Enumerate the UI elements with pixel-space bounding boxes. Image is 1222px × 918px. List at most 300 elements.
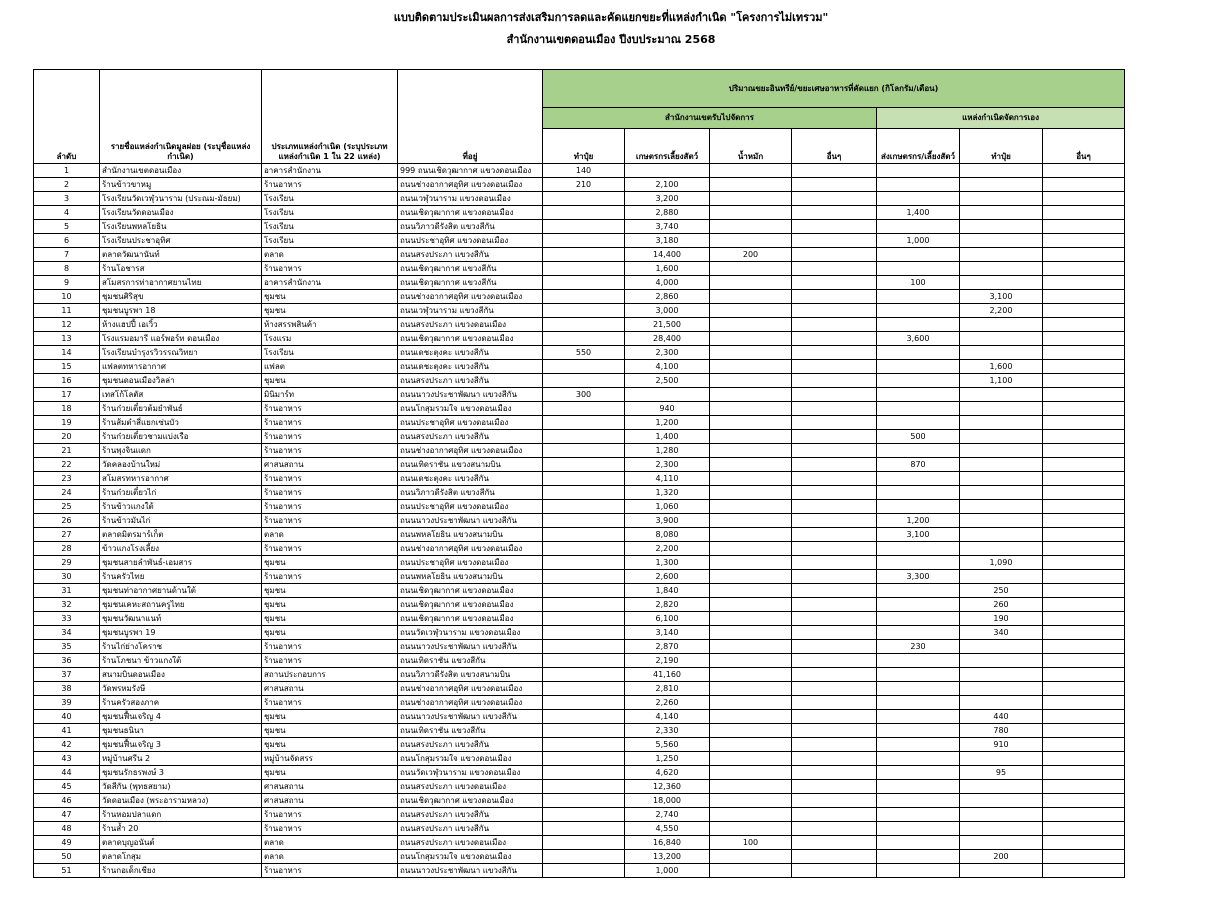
cell-s-compost xyxy=(960,416,1043,430)
cell-d-water xyxy=(710,164,792,178)
cell-d-farmer: 1,400 xyxy=(625,430,710,444)
cell-d-other xyxy=(792,234,877,248)
cell-s-compost xyxy=(960,332,1043,346)
cell-d-other xyxy=(792,724,877,738)
cell-no: 43 xyxy=(34,752,100,766)
cell-type: ตลาด xyxy=(262,850,398,864)
cell-s-compost xyxy=(960,178,1043,192)
cell-type: โรงเรียน xyxy=(262,192,398,206)
cell-name: ร้านกอเด็กเชียง xyxy=(100,864,262,878)
cell-type: ร้านอาหาร xyxy=(262,472,398,486)
cell-no: 5 xyxy=(34,220,100,234)
cell-s-compost xyxy=(960,248,1043,262)
cell-d-farmer: 21,500 xyxy=(625,318,710,332)
cell-no: 40 xyxy=(34,710,100,724)
cell-d-compost xyxy=(543,836,625,850)
cell-s-farmer xyxy=(877,416,960,430)
table-row xyxy=(34,794,1125,808)
cell-d-other xyxy=(792,458,877,472)
cell-d-water xyxy=(710,430,792,444)
cell-type: ศาสนสถาน xyxy=(262,780,398,794)
cell-d-water xyxy=(710,766,792,780)
cell-s-other xyxy=(1043,346,1125,360)
cell-no: 51 xyxy=(34,864,100,878)
cell-no: 32 xyxy=(34,598,100,612)
cell-d-farmer: 4,140 xyxy=(625,710,710,724)
cell-no: 37 xyxy=(34,668,100,682)
cell-d-other xyxy=(792,318,877,332)
cell-s-farmer xyxy=(877,374,960,388)
cell-s-farmer xyxy=(877,360,960,374)
table-row xyxy=(34,276,1125,290)
cell-s-other xyxy=(1043,486,1125,500)
cell-d-water xyxy=(710,360,792,374)
cell-type: มินิมาร์ท xyxy=(262,388,398,402)
cell-name: ร้านก๋วยเตี๋ยวต้มยำพันธ์ xyxy=(100,402,262,416)
cell-d-compost xyxy=(543,220,625,234)
table-row xyxy=(34,822,1125,836)
cell-type: ชุมชน xyxy=(262,724,398,738)
cell-d-water xyxy=(710,738,792,752)
cell-d-compost xyxy=(543,304,625,318)
cell-d-farmer: 3,200 xyxy=(625,192,710,206)
cell-type: ร้านอาหาร xyxy=(262,416,398,430)
table-row xyxy=(34,570,1125,584)
cell-d-compost xyxy=(543,416,625,430)
header-district-group: สำนักงานเขตรับไปจัดการ xyxy=(543,108,877,129)
cell-s-other xyxy=(1043,248,1125,262)
cell-d-compost xyxy=(543,486,625,500)
cell-type: ชุมชน xyxy=(262,290,398,304)
cell-s-other xyxy=(1043,178,1125,192)
cell-s-other xyxy=(1043,500,1125,514)
cell-address: ถนนเดชะตุงคะ แขวงสีกัน xyxy=(398,472,543,486)
cell-s-compost xyxy=(960,276,1043,290)
cell-no: 49 xyxy=(34,836,100,850)
cell-no: 7 xyxy=(34,248,100,262)
cell-address: ถนนวิภาวดีรังสิต แขวงสีกัน xyxy=(398,220,543,234)
cell-no: 2 xyxy=(34,178,100,192)
cell-no: 36 xyxy=(34,654,100,668)
cell-d-farmer: 3,140 xyxy=(625,626,710,640)
cell-address: ถนนนาวงประชาพัฒนา แขวงสีกัน xyxy=(398,864,543,878)
cell-type: ชุมชน xyxy=(262,598,398,612)
cell-d-other xyxy=(792,486,877,500)
cell-no: 11 xyxy=(34,304,100,318)
cell-no: 24 xyxy=(34,486,100,500)
cell-s-compost xyxy=(960,500,1043,514)
table-row xyxy=(34,262,1125,276)
cell-s-compost xyxy=(960,430,1043,444)
table-row xyxy=(34,206,1125,220)
cell-s-compost xyxy=(960,402,1043,416)
table-row xyxy=(34,640,1125,654)
cell-no: 34 xyxy=(34,626,100,640)
cell-s-other xyxy=(1043,640,1125,654)
table-row xyxy=(34,864,1125,878)
cell-s-farmer xyxy=(877,248,960,262)
cell-s-compost xyxy=(960,472,1043,486)
cell-d-compost: 300 xyxy=(543,388,625,402)
cell-s-other xyxy=(1043,360,1125,374)
cell-address: ถนนเชิดวุฒากาศ แขวงดอนเมือง xyxy=(398,206,543,220)
cell-s-compost: 1,600 xyxy=(960,360,1043,374)
cell-address: ถนนวัดเวฬุวนาราม แขวงดอนเมือง xyxy=(398,766,543,780)
cell-d-water: 100 xyxy=(710,836,792,850)
cell-type: โรงเรียน xyxy=(262,234,398,248)
cell-d-other xyxy=(792,766,877,780)
cell-s-other xyxy=(1043,444,1125,458)
cell-name: ชุมชนดอนเมืองวิลล่า xyxy=(100,374,262,388)
cell-d-compost: 140 xyxy=(543,164,625,178)
cell-type: ร้านอาหาร xyxy=(262,430,398,444)
cell-d-water xyxy=(710,178,792,192)
cell-s-other xyxy=(1043,724,1125,738)
cell-name: โรงแรมอมารี แอร์พอร์ท ดอนเมือง xyxy=(100,332,262,346)
cell-name: ตลาดวัฒนานันท์ xyxy=(100,248,262,262)
cell-type: ชุมชน xyxy=(262,710,398,724)
cell-s-compost xyxy=(960,206,1043,220)
cell-s-farmer: 870 xyxy=(877,458,960,472)
cell-name: ตลาดมิตรมาร์เก็ต xyxy=(100,528,262,542)
cell-name: ห้างแฮปปี้ เอเวิ้ว xyxy=(100,318,262,332)
cell-s-compost xyxy=(960,654,1043,668)
cell-s-other xyxy=(1043,710,1125,724)
cell-s-other xyxy=(1043,192,1125,206)
cell-name: วัดคลองบ้านใหม่ xyxy=(100,458,262,472)
cell-type: ร้านอาหาร xyxy=(262,696,398,710)
cell-s-compost: 340 xyxy=(960,626,1043,640)
cell-no: 29 xyxy=(34,556,100,570)
cell-address: ถนนเชิดวุฒากาศ แขวงดอนเมือง xyxy=(398,612,543,626)
cell-d-compost xyxy=(543,724,625,738)
cell-s-other xyxy=(1043,234,1125,248)
cell-s-other xyxy=(1043,598,1125,612)
cell-s-other xyxy=(1043,220,1125,234)
cell-d-water xyxy=(710,276,792,290)
table-row xyxy=(34,416,1125,430)
cell-d-farmer: 14,400 xyxy=(625,248,710,262)
cell-type: หมู่บ้านจัดสรร xyxy=(262,752,398,766)
cell-d-farmer: 2,820 xyxy=(625,598,710,612)
cell-d-farmer: 2,880 xyxy=(625,206,710,220)
cell-d-other xyxy=(792,808,877,822)
cell-d-compost xyxy=(543,528,625,542)
cell-type: ชุมชน xyxy=(262,584,398,598)
cell-d-water xyxy=(710,192,792,206)
cell-name: สโมสรทหารอากาศ xyxy=(100,472,262,486)
cell-s-farmer xyxy=(877,346,960,360)
cell-s-farmer xyxy=(877,626,960,640)
cell-name: ร้านโภชนา ข้าวแกงใต้ xyxy=(100,654,262,668)
cell-d-compost xyxy=(543,864,625,878)
cell-name: ชุมชนฟื้นเจริญ 4 xyxy=(100,710,262,724)
cell-d-other xyxy=(792,388,877,402)
cell-d-water xyxy=(710,374,792,388)
table-row xyxy=(34,836,1125,850)
cell-s-other xyxy=(1043,164,1125,178)
cell-name: โรงเรียนวัดเวฬุวนาราม (ประณม-มัธยม) xyxy=(100,192,262,206)
cell-d-water xyxy=(710,528,792,542)
cell-name: โรงเรียนพหลโยธิน xyxy=(100,220,262,234)
cell-type: ห้างสรรพสินค้า xyxy=(262,318,398,332)
cell-d-compost xyxy=(543,514,625,528)
cell-address: ถนนวัดเวฬุวนาราม แขวงดอนเมือง xyxy=(398,626,543,640)
cell-type: ศาสนสถาน xyxy=(262,682,398,696)
table-row xyxy=(34,528,1125,542)
cell-s-compost xyxy=(960,486,1043,500)
cell-d-compost xyxy=(543,570,625,584)
cell-type: ร้านอาหาร xyxy=(262,402,398,416)
cell-type: ชุมชน xyxy=(262,374,398,388)
cell-d-other xyxy=(792,640,877,654)
table-row xyxy=(34,542,1125,556)
cell-d-water xyxy=(710,486,792,500)
cell-d-water xyxy=(710,794,792,808)
cell-s-farmer xyxy=(877,696,960,710)
cell-s-farmer xyxy=(877,598,960,612)
cell-s-other xyxy=(1043,318,1125,332)
cell-name: โรงเรียนประชาอุทิศ xyxy=(100,234,262,248)
cell-name: ชุมชนท่าอากาศยานด้านใต้ xyxy=(100,584,262,598)
table-row xyxy=(34,556,1125,570)
cell-address: ถนนช่างอากาศอุทิศ แขวงดอนเมือง xyxy=(398,682,543,696)
cell-name: วัดดอนเมือง (พระอารามหลวง) xyxy=(100,794,262,808)
cell-name: ข้าวแกงโรงเลี้ยง xyxy=(100,542,262,556)
table-row xyxy=(34,696,1125,710)
cell-s-farmer xyxy=(877,612,960,626)
cell-no: 12 xyxy=(34,318,100,332)
cell-no: 10 xyxy=(34,290,100,304)
cell-d-water xyxy=(710,850,792,864)
cell-d-other xyxy=(792,864,877,878)
cell-s-compost xyxy=(960,808,1043,822)
cell-s-farmer xyxy=(877,164,960,178)
cell-name: ร้านพุงจินแดก xyxy=(100,444,262,458)
cell-address: ถนนประชาอุทิศ แขวงดอนเมือง xyxy=(398,234,543,248)
cell-name: โรงเรียนวัดดอนเมือง xyxy=(100,206,262,220)
header-s-farmer: ส่งเกษตรกร/เลี้ยงสัตว์ xyxy=(877,129,960,164)
cell-d-water xyxy=(710,724,792,738)
cell-s-compost xyxy=(960,528,1043,542)
cell-d-other xyxy=(792,556,877,570)
cell-address: ถนนพหลโยธิน แขวงสนามบิน xyxy=(398,528,543,542)
cell-d-compost xyxy=(543,542,625,556)
cell-d-compost xyxy=(543,626,625,640)
cell-s-farmer xyxy=(877,192,960,206)
cell-address: ถนนเทิดราชัน แขวงสนามบิน xyxy=(398,458,543,472)
cell-s-compost xyxy=(960,262,1043,276)
header-address: ที่อยู่ xyxy=(398,70,543,164)
cell-d-farmer: 2,600 xyxy=(625,570,710,584)
cell-d-other xyxy=(792,822,877,836)
cell-name: ร้านข้าวมันไก่ xyxy=(100,514,262,528)
cell-address: ถนนเดชะตุงคะ แขวงสีกัน xyxy=(398,360,543,374)
cell-type: ชุมชน xyxy=(262,738,398,752)
cell-s-compost xyxy=(960,220,1043,234)
cell-d-compost xyxy=(543,766,625,780)
table-row xyxy=(34,360,1125,374)
cell-s-compost: 2,200 xyxy=(960,304,1043,318)
cell-no: 16 xyxy=(34,374,100,388)
cell-d-other xyxy=(792,444,877,458)
cell-s-other xyxy=(1043,682,1125,696)
cell-d-other xyxy=(792,794,877,808)
cell-d-compost xyxy=(543,430,625,444)
cell-d-other xyxy=(792,178,877,192)
cell-d-farmer: 2,300 xyxy=(625,346,710,360)
cell-s-other xyxy=(1043,612,1125,626)
cell-s-compost: 910 xyxy=(960,738,1043,752)
cell-s-other xyxy=(1043,374,1125,388)
cell-d-other xyxy=(792,626,877,640)
cell-s-farmer xyxy=(877,808,960,822)
cell-s-compost: 95 xyxy=(960,766,1043,780)
cell-d-farmer: 1,280 xyxy=(625,444,710,458)
cell-name: ร้านครัวไทย xyxy=(100,570,262,584)
cell-no: 48 xyxy=(34,822,100,836)
cell-d-water: 200 xyxy=(710,248,792,262)
cell-s-compost xyxy=(960,752,1043,766)
cell-s-other xyxy=(1043,290,1125,304)
cell-address: ถนนสรงประภา แขวงสีกัน xyxy=(398,374,543,388)
cell-no: 45 xyxy=(34,780,100,794)
cell-s-compost xyxy=(960,696,1043,710)
cell-d-farmer: 3,900 xyxy=(625,514,710,528)
cell-d-water xyxy=(710,332,792,346)
cell-d-compost xyxy=(543,584,625,598)
cell-no: 41 xyxy=(34,724,100,738)
cell-name: ตลาดโกสุม xyxy=(100,850,262,864)
cell-no: 39 xyxy=(34,696,100,710)
cell-d-farmer xyxy=(625,388,710,402)
header-no: ลำดับ xyxy=(34,70,100,164)
cell-s-compost xyxy=(960,668,1043,682)
cell-name: ร้านก๋วยเตี๋ยวไก่ xyxy=(100,486,262,500)
cell-name: ชุมชนบูรพา 18 xyxy=(100,304,262,318)
table-row xyxy=(34,752,1125,766)
cell-s-compost xyxy=(960,542,1043,556)
cell-d-farmer: 3,740 xyxy=(625,220,710,234)
cell-d-compost xyxy=(543,682,625,696)
cell-d-compost xyxy=(543,668,625,682)
cell-d-water xyxy=(710,290,792,304)
cell-s-farmer xyxy=(877,864,960,878)
cell-address: ถนนเชิดวุฒากาศ แขวงดอนเมือง xyxy=(398,794,543,808)
cell-name: ร้านข้าวแกงใต้ xyxy=(100,500,262,514)
cell-d-water xyxy=(710,710,792,724)
cell-s-other xyxy=(1043,402,1125,416)
cell-d-farmer: 1,600 xyxy=(625,262,710,276)
cell-d-farmer: 2,300 xyxy=(625,458,710,472)
cell-d-water xyxy=(710,542,792,556)
cell-d-water xyxy=(710,752,792,766)
header-s-other: อื่นๆ xyxy=(1043,129,1125,164)
cell-type: ร้านอาหาร xyxy=(262,500,398,514)
cell-d-other xyxy=(792,332,877,346)
cell-no: 1 xyxy=(34,164,100,178)
cell-s-compost: 1,100 xyxy=(960,374,1043,388)
cell-d-farmer: 3,180 xyxy=(625,234,710,248)
cell-address: ถนนนาวงประชาพัฒนา แขวงสีกัน xyxy=(398,640,543,654)
cell-name: ชุมชนสายลำพันธ์-เอมสาร xyxy=(100,556,262,570)
cell-d-compost: 550 xyxy=(543,346,625,360)
cell-d-compost xyxy=(543,458,625,472)
cell-d-compost xyxy=(543,276,625,290)
cell-s-farmer xyxy=(877,444,960,458)
cell-name: ตลาดบุญอนันต์ xyxy=(100,836,262,850)
cell-address: ถนนช่างอากาศอุทิศ แขวงดอนเมือง xyxy=(398,696,543,710)
cell-name: ชุมชนวัฒนาแนท์ xyxy=(100,612,262,626)
cell-d-water xyxy=(710,864,792,878)
cell-d-compost xyxy=(543,318,625,332)
cell-address: ถนนพหลโยธิน แขวงสนามบิน xyxy=(398,570,543,584)
cell-d-other xyxy=(792,500,877,514)
cell-s-farmer xyxy=(877,584,960,598)
cell-s-farmer: 3,100 xyxy=(877,528,960,542)
cell-address: ถนนสรงประภา แขวงสีกัน xyxy=(398,738,543,752)
cell-name: ชุมชนบูรพา 19 xyxy=(100,626,262,640)
cell-d-compost xyxy=(543,374,625,388)
cell-s-other xyxy=(1043,696,1125,710)
cell-s-compost xyxy=(960,794,1043,808)
cell-name: ร้านส้มตำสี่แยกเซ่นบัว xyxy=(100,416,262,430)
cell-s-farmer xyxy=(877,668,960,682)
cell-d-compost xyxy=(543,738,625,752)
cell-name: ร้านข้าวขาหมู xyxy=(100,178,262,192)
header-self-group: แหล่งกำเนิดจัดการเอง xyxy=(877,108,1125,129)
table-row xyxy=(34,626,1125,640)
cell-s-farmer xyxy=(877,486,960,500)
cell-d-water xyxy=(710,262,792,276)
cell-s-farmer xyxy=(877,304,960,318)
cell-d-farmer: 2,330 xyxy=(625,724,710,738)
cell-type: อาคารสำนักงาน xyxy=(262,164,398,178)
cell-type: ร้านอาหาร xyxy=(262,178,398,192)
cell-s-farmer xyxy=(877,752,960,766)
cell-d-other xyxy=(792,780,877,794)
cell-d-other xyxy=(792,374,877,388)
cell-s-other xyxy=(1043,808,1125,822)
cell-type: โรงเรียน xyxy=(262,206,398,220)
cell-s-farmer xyxy=(877,822,960,836)
table-row xyxy=(34,178,1125,192)
cell-d-other xyxy=(792,584,877,598)
cell-d-other xyxy=(792,220,877,234)
cell-s-farmer: 3,600 xyxy=(877,332,960,346)
table-row xyxy=(34,220,1125,234)
cell-address: ถนนโกสุมรวมใจ แขวงดอนเมือง xyxy=(398,850,543,864)
cell-s-other xyxy=(1043,472,1125,486)
cell-s-compost xyxy=(960,318,1043,332)
cell-type: ร้านอาหาร xyxy=(262,262,398,276)
cell-s-other xyxy=(1043,626,1125,640)
cell-d-compost xyxy=(543,500,625,514)
cell-d-farmer: 1,300 xyxy=(625,556,710,570)
cell-s-compost xyxy=(960,514,1043,528)
header-d-other: อื่นๆ xyxy=(792,129,877,164)
cell-s-farmer xyxy=(877,850,960,864)
cell-d-farmer: 2,740 xyxy=(625,808,710,822)
cell-d-compost xyxy=(543,360,625,374)
cell-type: ร้านอาหาร xyxy=(262,444,398,458)
cell-address: ถนนนาวงประชาพัฒนา แขวงสีกัน xyxy=(398,514,543,528)
cell-s-farmer xyxy=(877,654,960,668)
cell-s-other xyxy=(1043,794,1125,808)
cell-s-compost: 260 xyxy=(960,598,1043,612)
cell-address: ถนนสรงประภา แขวงสีกัน xyxy=(398,822,543,836)
cell-d-other xyxy=(792,752,877,766)
